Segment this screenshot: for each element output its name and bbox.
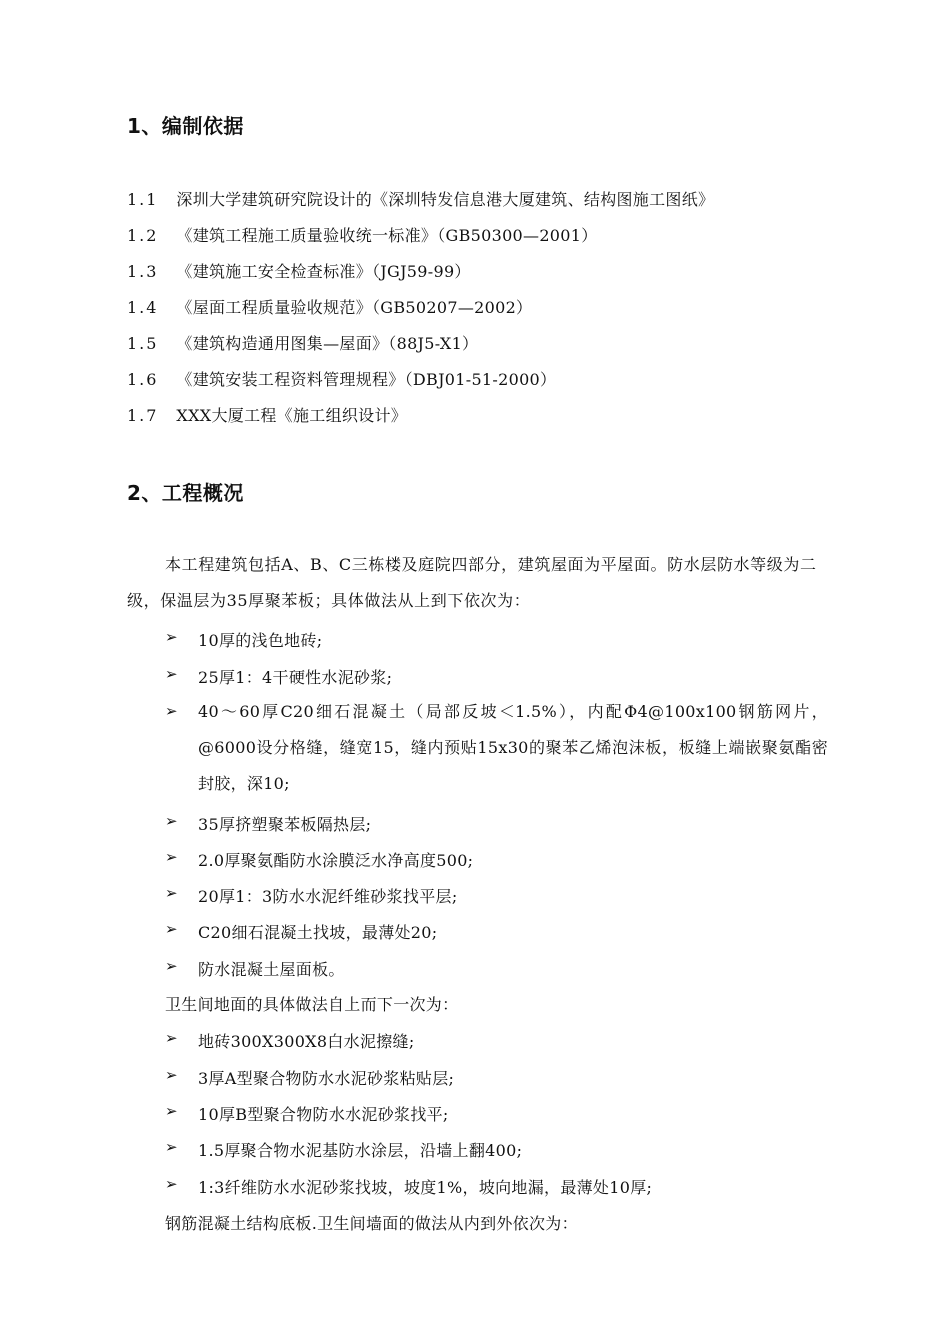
reference-number: 1.3 [127, 262, 159, 281]
arrow-bullet-icon: ➢ [165, 1066, 178, 1084]
reference-number: 1.2 [127, 226, 159, 245]
reference-number: 1.4 [127, 298, 159, 317]
bathroom-floor-layer-text: 1.5厚聚合物水泥基防水涂层，沿墙上翻400; [198, 1141, 523, 1160]
reference-text: 深圳大学建筑研究院设计的《深圳特发信息港大厦建筑、结构图施工图纸》 [176, 190, 715, 209]
reference-text: XXX大厦工程《施工组织设计》 [176, 406, 408, 425]
reference-number: 1.6 [127, 370, 159, 389]
bathroom-floor-layer-text: 地砖300X300X8白水泥擦缝; [198, 1032, 415, 1051]
reference-text: 《建筑安装工程资料管理规程》（DBJ01-51-2000） [176, 370, 557, 389]
roof-layer-text: 35厚挤塑聚苯板隔热层; [198, 815, 372, 834]
bathroom-floor-layer-text: 10厚B型聚合物防水水泥砂浆找平; [198, 1105, 449, 1124]
arrow-bullet-icon: ➢ [165, 628, 178, 646]
bathroom-wall-intro: 钢筋混凝土结构底板.卫生间墙面的做法从内到外依次为： [165, 1214, 578, 1233]
roof-layer-text: 防水混凝土屋面板。 [198, 960, 345, 979]
bathroom-floor-layer-text: 3厚A型聚合物防水水泥砂浆粘贴层; [198, 1069, 455, 1088]
reference-text: 《建筑施工安全检查标准》（JGJ59-99） [176, 262, 471, 281]
arrow-bullet-icon: ➢ [165, 884, 178, 902]
arrow-bullet-icon: ➢ [165, 1138, 178, 1156]
reference-item [127, 223, 598, 246]
reference-item [127, 331, 478, 354]
roof-layer-text: 2.0厚聚氨酯防水涂膜泛水净高度500; [198, 851, 474, 870]
roof-layer-text: 40～60厚C20细石混凝土（局部反坡＜1.5%），内配Φ4@100x100钢筋网片，@6000设分格缝，缝宽15，缝内预贴15x30的聚苯乙烯泡沫板，板缝上端嵌聚氨酯密封胶，深10; [198, 702, 828, 793]
arrow-bullet-icon: ➢ [165, 702, 178, 720]
arrow-bullet-icon: ➢ [165, 665, 178, 683]
reference-item [127, 259, 471, 282]
roof-layer-text: 20厚1：3防水水泥纤维砂浆找平层; [198, 887, 458, 906]
arrow-bullet-icon: ➢ [165, 1029, 178, 1047]
roof-layer-text: 25厚1：4干硬性水泥砂浆; [198, 668, 393, 687]
reference-number: 1.7 [127, 406, 159, 425]
reference-item [127, 367, 556, 390]
reference-number: 1.1 [127, 190, 159, 209]
reference-item [127, 295, 532, 318]
section-1-heading: 1、编制依据 [127, 114, 244, 138]
section-2-heading: 2、工程概况 [127, 481, 244, 505]
reference-item [127, 403, 407, 426]
roof-layer-text: C20细石混凝土找坡，最薄处20; [198, 923, 438, 942]
arrow-bullet-icon: ➢ [165, 920, 178, 938]
project-overview-paragraph: 本工程建筑包括A、B、C三栋楼及庭院四部分，建筑屋面为平屋面。防水层防水等级为二级，保温层为35厚聚苯板；具体做法从上到下依次为： [127, 555, 817, 610]
arrow-bullet-icon: ➢ [165, 1102, 178, 1120]
bathroom-floor-intro: 卫生间地面的具体做法自上而下一次为： [165, 995, 459, 1014]
bathroom-floor-layer-text: 1:3纤维防水水泥砂浆找坡，坡度1%，坡向地漏，最薄处10厚; [198, 1178, 653, 1197]
reference-item [127, 187, 714, 210]
arrow-bullet-icon: ➢ [165, 848, 178, 866]
reference-text: 《建筑工程施工质量验收统一标准》（GB50300—2001） [176, 226, 598, 245]
reference-text: 《建筑构造通用图集—屋面》（88J5-X1） [176, 334, 479, 353]
arrow-bullet-icon: ➢ [165, 812, 178, 830]
arrow-bullet-icon: ➢ [165, 1175, 178, 1193]
reference-number: 1.5 [127, 334, 159, 353]
reference-text: 《屋面工程质量验收规范》（GB50207—2002） [176, 298, 533, 317]
roof-layer-text: 10厚的浅色地砖; [198, 631, 323, 650]
arrow-bullet-icon: ➢ [165, 957, 178, 975]
